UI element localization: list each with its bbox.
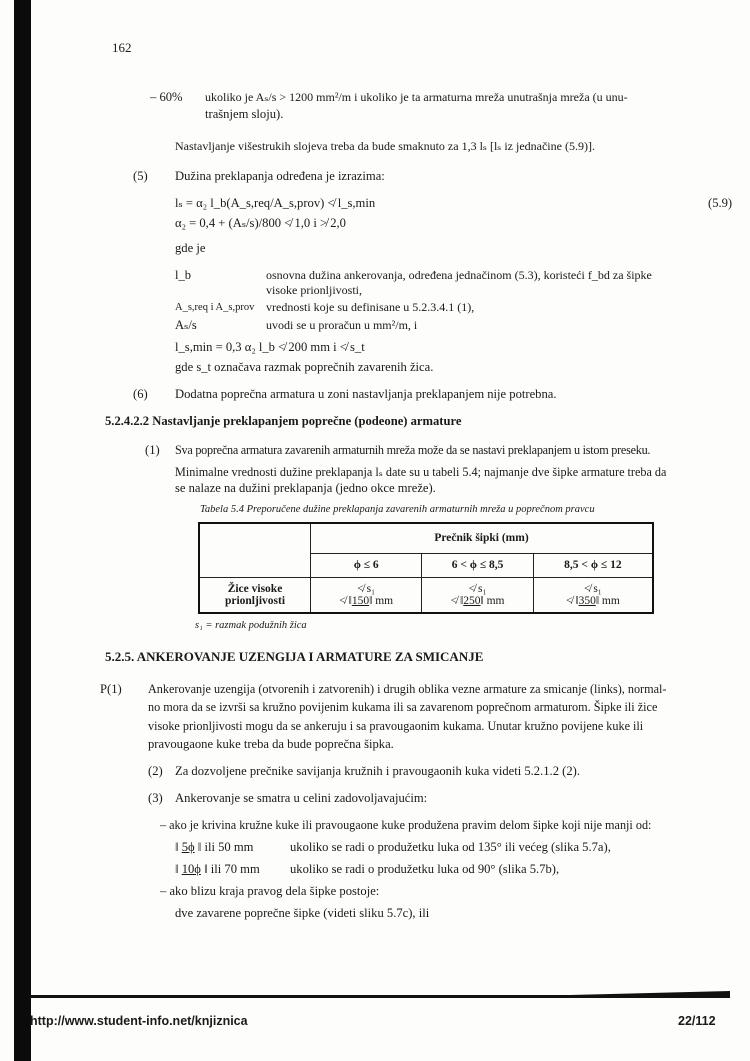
cell-unit: ‖ mm	[480, 594, 505, 607]
alt-value: ili 50 mm	[204, 840, 254, 854]
value: 10ϕ	[181, 862, 201, 876]
formula: lₛ = α₂ l_b(A_s,req/A_s,prov) ≮ l_s,min	[175, 196, 376, 210]
page-number: 162	[112, 40, 132, 55]
cell-prefix: ≮ ‖	[565, 594, 579, 607]
cell-value: 250	[463, 594, 481, 607]
item-number: (3)	[148, 791, 163, 805]
table-footnote: s₁ = razmak podužnih žica	[195, 620, 307, 631]
intro-paragraph: Nastavljanje višestrukih slojeva treba da bude smaknuto za 1,3 lₛ [lₛ iz jednačine (5.9)].	[175, 139, 595, 153]
bullet: – ako je krivina kružne kuke ili pravougaone kuke produžena pravim delom šipke koji nije manji od:	[160, 818, 652, 832]
item-text: Za dozvoljene prečnike savijanja kružnih i pravougaonih kuka videti 5.2.1.2 (2).	[175, 764, 580, 778]
row-label-line: prionljivosti	[224, 594, 286, 607]
paragraph: Minimalne vrednosti dužine preklapanja lₛ date su u tabeli 5.4; najmanje dve šipke armature treba da	[175, 465, 667, 479]
definition-desc: visoke prionljivosti,	[266, 283, 362, 297]
item-number: (2)	[148, 764, 163, 778]
intro-dash-label: – 60%	[150, 90, 183, 104]
paragraph: se nalaze na dužini preklapanja (jedno okce mreže).	[175, 481, 436, 495]
item-number: (6)	[133, 387, 148, 401]
cell-value: 150	[351, 594, 370, 607]
scan-binding-edge	[14, 0, 31, 1061]
definition-desc: uvodi se u proračun u mm²/m, i	[266, 318, 418, 332]
table-cell	[311, 577, 422, 613]
table-column-header: 6 < ϕ ≤ 8,5	[422, 553, 533, 577]
formula: l_s,min = 0,3 α₂ l_b ≮ 200 mm i ≮ s_t	[175, 340, 365, 354]
item-text: Dužina preklapanja određena je izrazima:	[175, 169, 385, 183]
cell-prefix: ≮ ‖	[339, 594, 352, 607]
footer-url[interactable]: http://www.student-info.net/knjiznica	[30, 1014, 248, 1028]
intro-line: ukoliko je Aₛ/s > 1200 mm²/m i ukoliko je ta armaturna mreža unutrašnja mreža (u unu-	[205, 90, 628, 104]
table-group-header: Prečnik šipki (mm)	[311, 523, 654, 553]
table-row-label	[199, 577, 311, 613]
definition-desc: osnovna dužina ankerovanja, određena jednačinom (5.3), koristeći f_bd za šipke	[266, 268, 652, 282]
intro-line: trašnjem sloju).	[205, 107, 284, 121]
item-text: Dodatna poprečna armatura u zoni nastavljanja preklapanjem nije potrebna.	[175, 387, 557, 401]
definition-term: A_s,req i A_s,prov	[175, 302, 255, 313]
table-cell	[422, 577, 533, 613]
formula: α₂ = 0,4 + (Aₛ/s)/800 ≮ 1,0 i ≯ 2,0	[175, 216, 346, 230]
definition-term: Aₛ/s	[175, 318, 197, 332]
cell-line: ≮ s₁	[357, 582, 376, 595]
option-value	[175, 862, 260, 877]
option-value	[175, 840, 253, 855]
paragraph-line: visoke prionljivosti mogu da se ankeruju i sa pravougaonim kukama. Unutar kružno povijene kuke ili	[148, 719, 644, 733]
definition-desc: vrednosti koje su definisane u 5.2.3.4.1 (1),	[266, 300, 475, 314]
option-desc: ukoliko se radi o produžetku luka od 90° (slika 5.7b),	[290, 862, 560, 876]
alt-value: ili 70 mm	[210, 862, 260, 876]
bar-mark: ‖	[175, 840, 182, 854]
paragraph-line: no mora da se izvrši sa kružno povijenim kukama ili sa zavarenom poprečnom armaturom. Šipke ili žice	[148, 700, 658, 714]
value: 5ϕ	[181, 840, 195, 854]
footer-page-count: 22/112	[678, 1014, 716, 1028]
bar-mark: ‖	[194, 840, 205, 854]
table-corner-cell	[199, 523, 311, 577]
cell-unit: ‖ mm	[595, 594, 620, 607]
lap-length-table	[198, 522, 654, 614]
cell-prefix: ≮ ‖	[450, 594, 464, 607]
paragraph-line: dve zavarene poprečne šipke (videti sliku 5.7c), ili	[175, 906, 430, 920]
table-caption: Tabela 5.4 Preporučene dužine preklapanja zavarenih armaturnih mreža u poprečnom pravcu	[200, 504, 595, 515]
note: gde s_t označava razmak poprečnih zavarenih žica.	[175, 360, 434, 374]
label: gde je	[175, 241, 206, 255]
equation-number: (5.9)	[708, 196, 733, 210]
table-cell	[533, 577, 653, 613]
bar-mark: ‖	[175, 862, 182, 876]
bullet: – ako blizu kraja pravog dela šipke postoje:	[160, 884, 380, 898]
cell-line: ≮ s₁	[583, 582, 602, 595]
bar-mark: ‖	[200, 862, 211, 876]
cell-value: 350	[578, 594, 596, 607]
item-number: (1)	[145, 443, 160, 457]
option-desc: ukoliko se radi o produžetku luka od 135° ili većeg (slika 5.7a),	[290, 840, 611, 854]
cell-unit: ‖ mm	[369, 594, 394, 607]
section-heading: 5.2.4.2.2 Nastavljanje preklapanjem poprečne (podeone) armature	[105, 414, 462, 428]
table-column-header: ϕ ≤ 6	[311, 553, 422, 577]
table-column-header: 8,5 < ϕ ≤ 12	[533, 553, 653, 577]
paragraph-line: pravougaone kuke treba da bude poprečna šipka.	[148, 737, 394, 751]
paragraph-line: Ankerovanje uzengija (otvorenih i zatvorenih) i drugih oblika vezne armature za smicanje (links), normal-	[148, 682, 667, 696]
item-number: (5)	[133, 169, 148, 183]
item-text: Ankerovanje se smatra u celini zadovoljavajućim:	[175, 791, 428, 805]
cell-line: ≮ s₁	[468, 582, 487, 595]
section-heading: 5.2.5. ANKEROVANJE UZENGIJA I ARMATURE ZA SMICANJE	[105, 649, 484, 664]
item-number: P(1)	[100, 682, 122, 696]
item-text: Sva poprečna armatura zavarenih armaturnih mreža može da se nastavi preklapanjem u istom preseku.	[175, 443, 651, 457]
definition-term: l_b	[175, 268, 192, 282]
row-label-line: Žice visoke	[227, 582, 283, 595]
